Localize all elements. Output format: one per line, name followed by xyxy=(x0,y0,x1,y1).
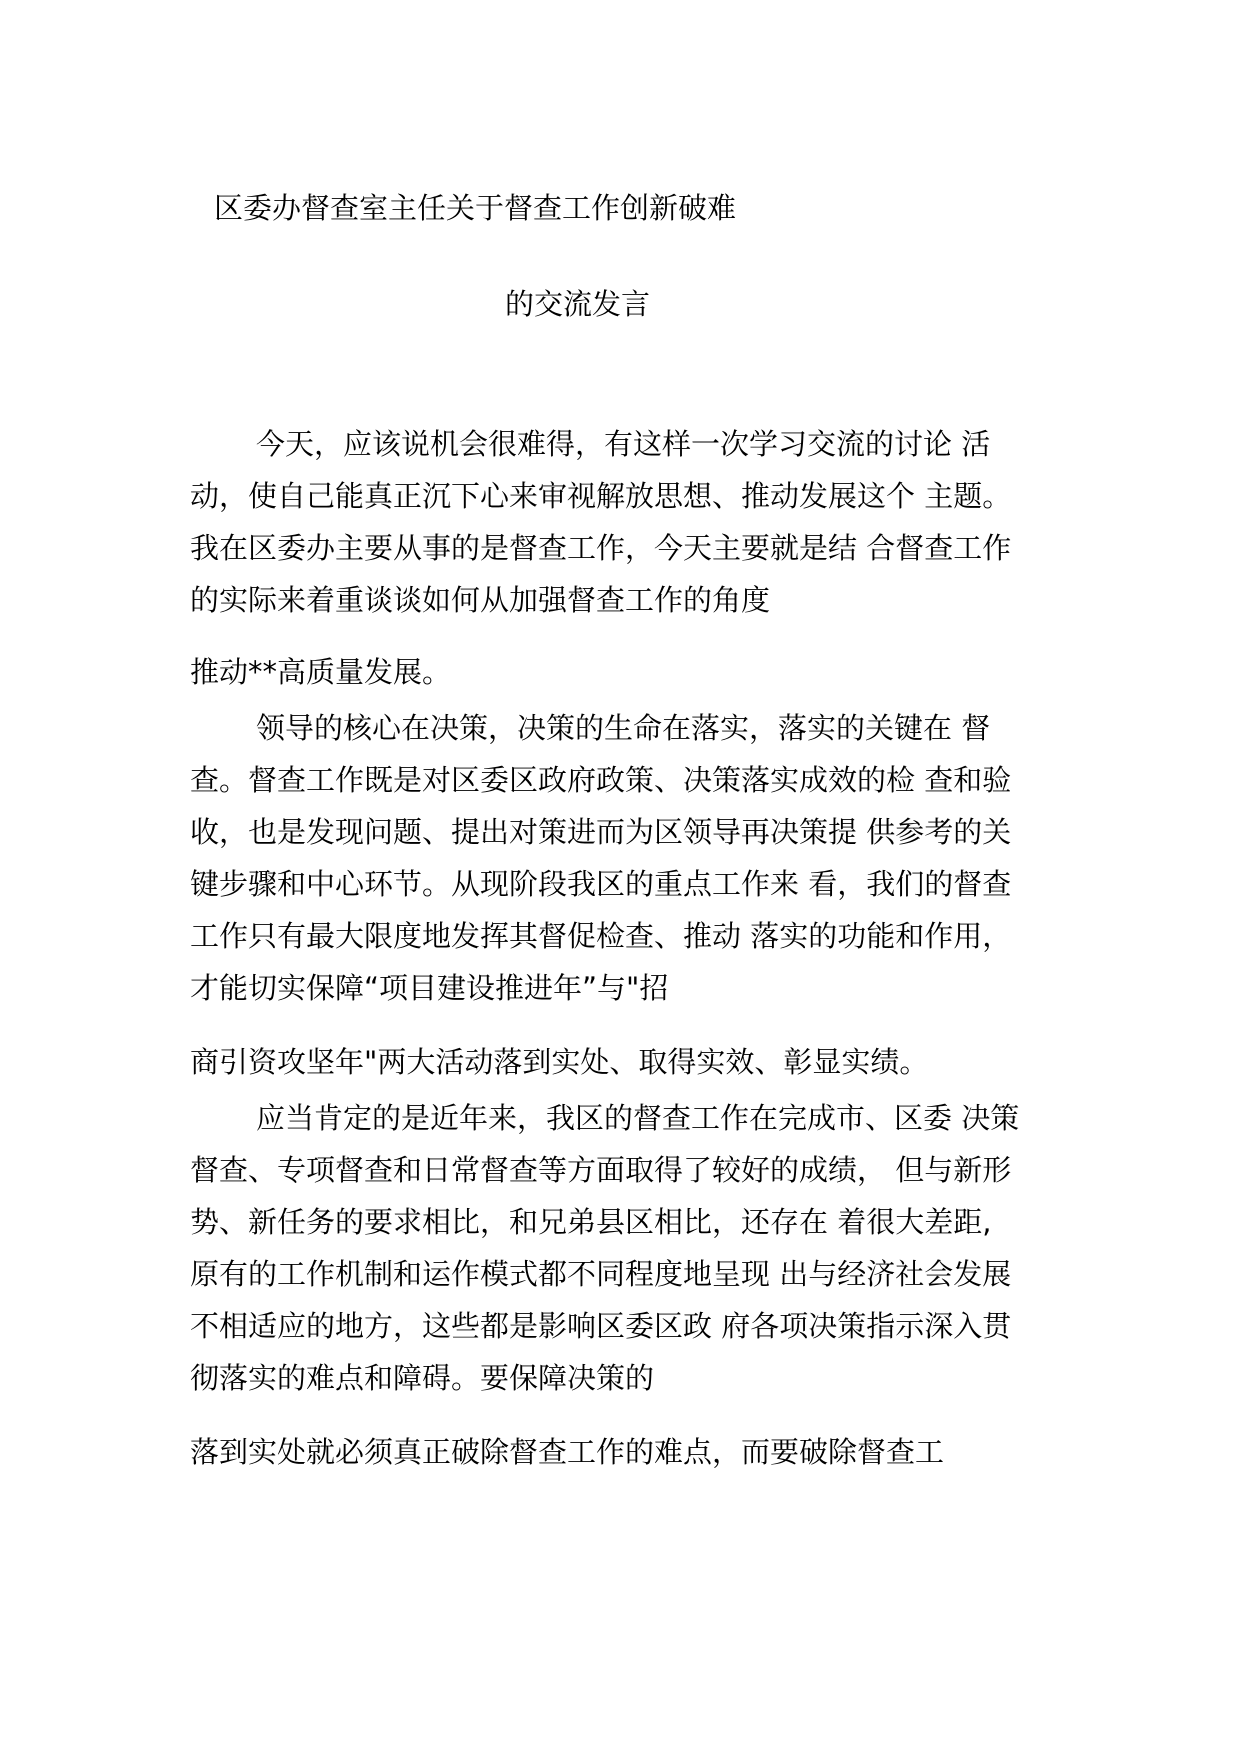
paragraph-3-line-5: 不相适应的地方，这些都是影响区委区政 府各项决策指示深入贯 xyxy=(190,1309,1012,1343)
paragraph-1-line-1: 今天，应该说机会很难得，有这样一次学习交流的讨论 活 xyxy=(256,427,991,461)
document-title-line-2: 的交流发言 xyxy=(505,287,651,321)
paragraph-3-line-1: 应当肯定的是近年来，我区的督查工作在完成市、区委 决策 xyxy=(256,1101,1020,1135)
paragraph-2-line-4: 键步骤和中心环节。从现阶段我区的重点工作来 看，我们的督查 xyxy=(190,867,1012,901)
paragraph-1-line-2: 动，使自己能真正沉下心来审视解放思想、推动发展这个 主题。 xyxy=(190,479,1012,513)
paragraph-2-line-3: 收，也是发现问题、提出对策进而为区领导再决策提 供参考的关 xyxy=(190,815,1012,849)
paragraph-2-line-6: 才能切实保障“项目建设推进年”与"招 xyxy=(190,971,669,1005)
paragraph-2-line-1: 领导的核心在决策，决策的生命在落实，落实的关键在 督 xyxy=(256,711,991,745)
paragraph-3-line-6: 彻落实的难点和障碍。要保障决策的 xyxy=(190,1361,655,1395)
paragraph-1-line-5: 推动**高质量发展。 xyxy=(190,655,452,689)
paragraph-2-line-2: 查。督查工作既是对区委区政府政策、决策落实成效的检 查和验 xyxy=(190,763,1012,797)
paragraph-3-line-4: 原有的工作机制和运作模式都不同程度地呈现 出与经济社会发展 xyxy=(190,1257,1012,1291)
paragraph-3-line-2: 督查、专项督查和日常督查等方面取得了较好的成绩， 但与新形 xyxy=(190,1153,1012,1187)
paragraph-2-line-7: 商引资攻坚年"两大活动落到实处、取得实效、彰显实绩。 xyxy=(190,1045,929,1079)
paragraph-1-line-4: 的实际来着重谈谈如何从加强督查工作的角度 xyxy=(190,583,771,617)
document-title-line-1: 区委办督查室主任关于督查工作创新破难 xyxy=(214,191,737,225)
paragraph-2-line-5: 工作只有最大限度地发挥其督促检查、推动 落实的功能和作用， xyxy=(190,919,1012,953)
paragraph-3-line-3: 势、新任务的要求相比，和兄弟县区相比，还存在 着很大差距, xyxy=(190,1205,992,1239)
paragraph-3-line-7: 落到实处就必须真正破除督查工作的难点，而要破除督查工 xyxy=(190,1435,945,1469)
paragraph-1-line-3: 我在区委办主要从事的是督查工作，今天主要就是结 合督查工作 xyxy=(190,531,1012,565)
